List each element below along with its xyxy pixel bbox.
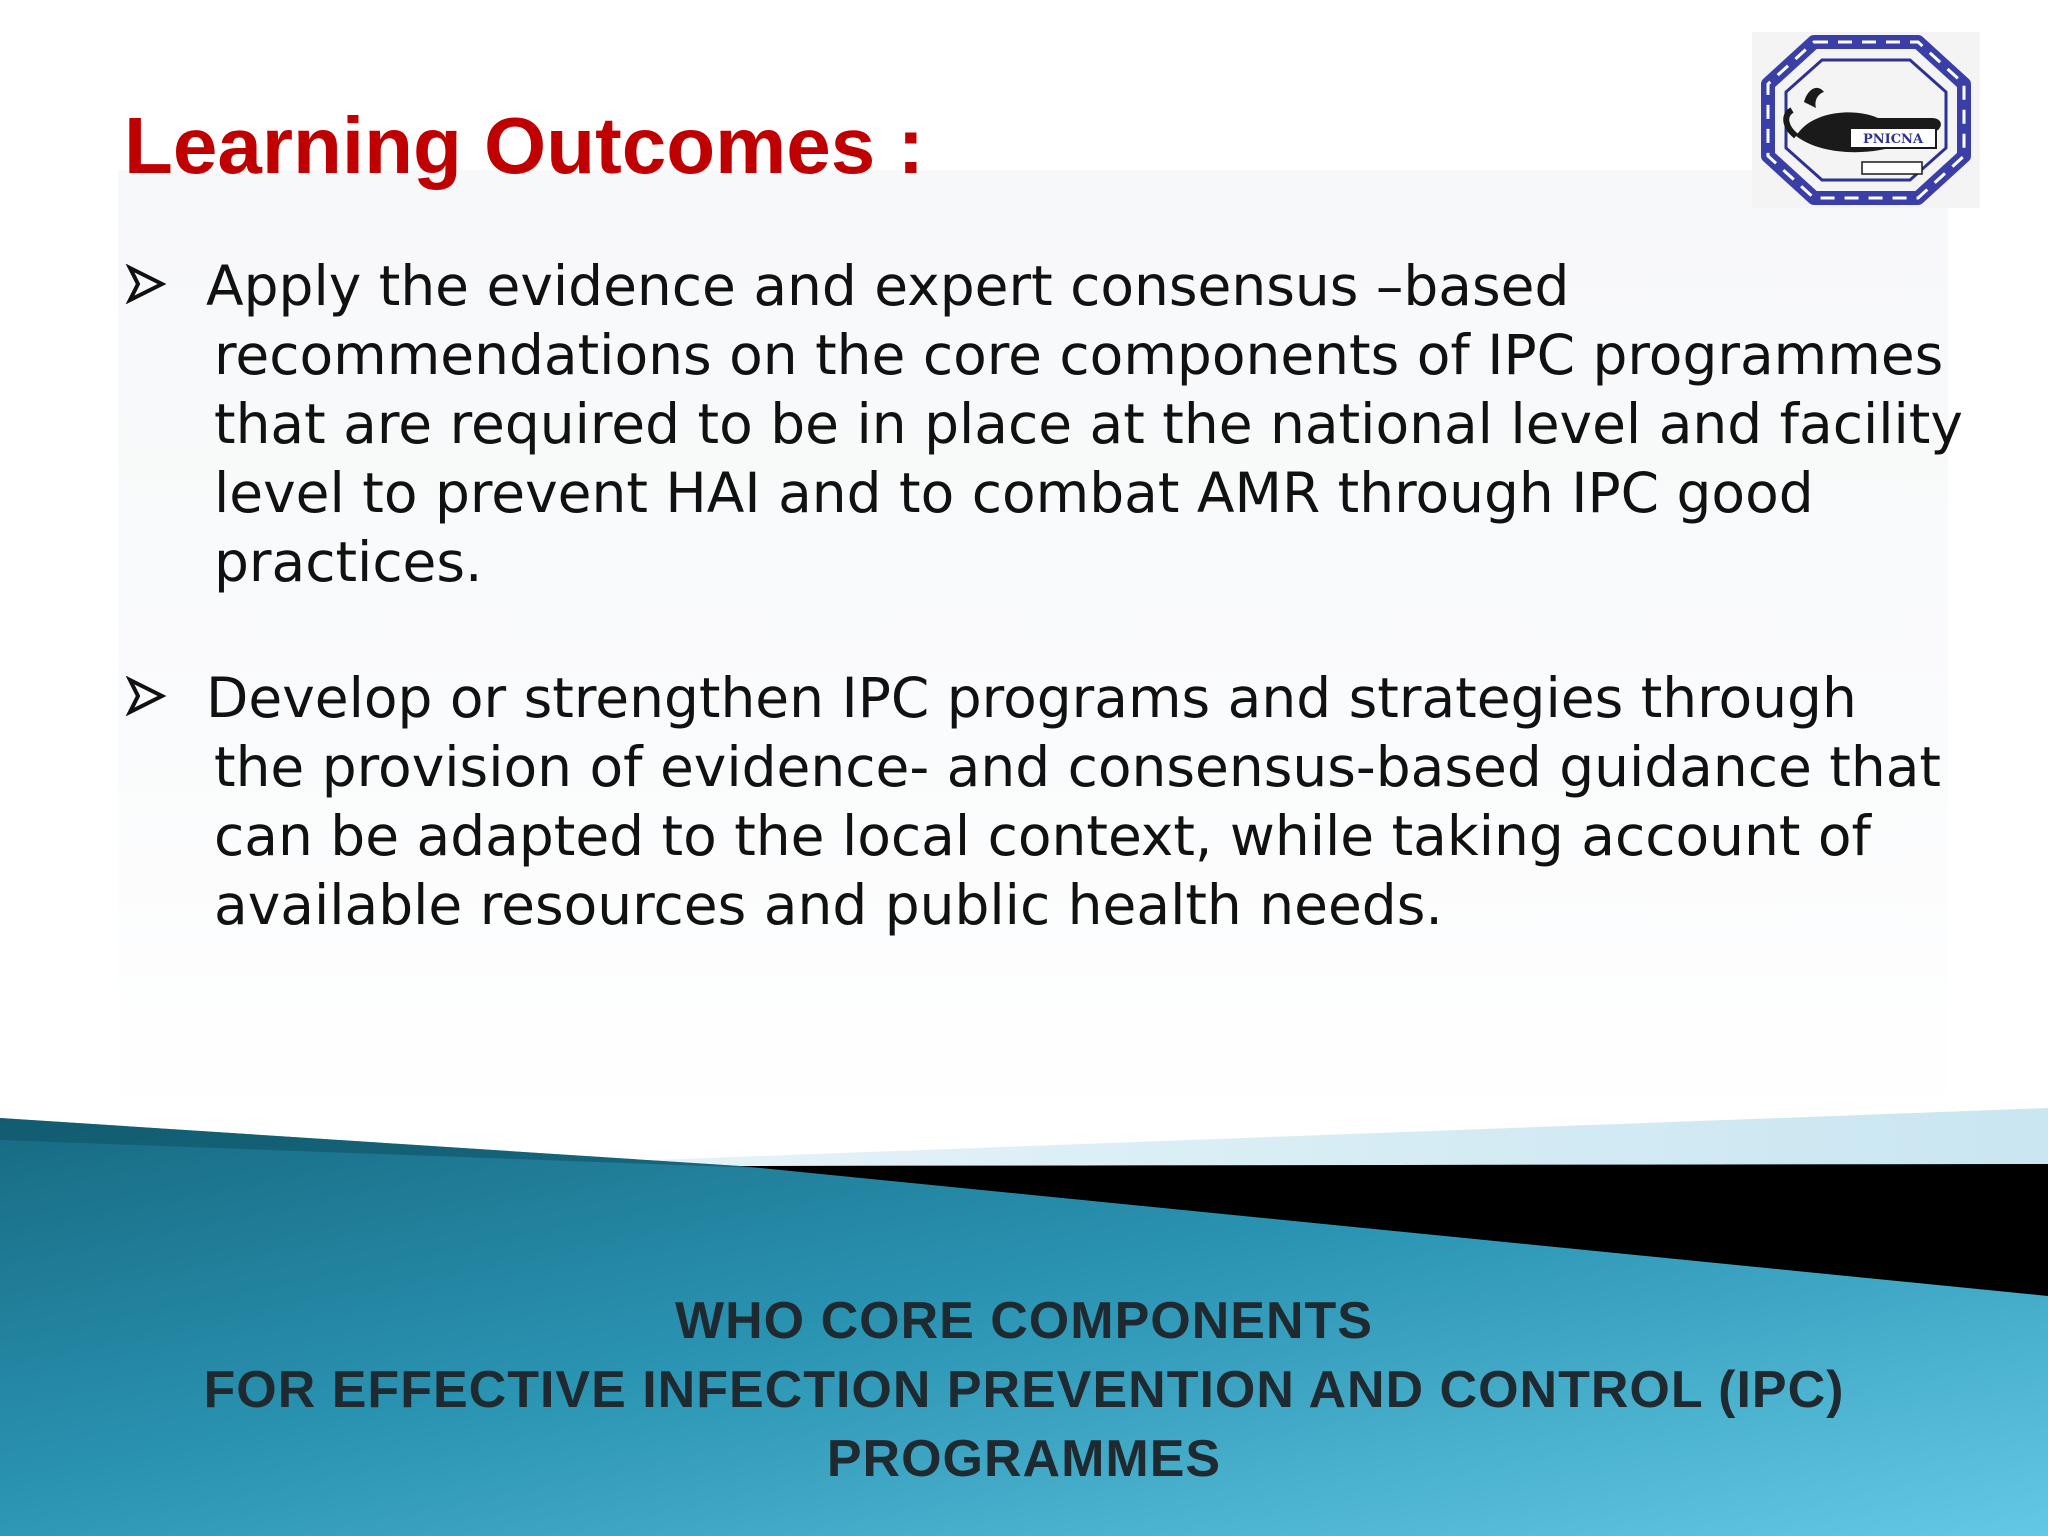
footer-line-1: WHO CORE COMPONENTS [675, 1292, 1373, 1350]
footer-title [0, 1287, 2048, 1494]
bullet-item-2 [124, 664, 1964, 940]
bullet-text-2: Develop or strengthen IPC programs and strategies through the provision of evidence- and consensus-based guidance that can be adapted to the local context, while taking account of available resources and public health needs. [206, 666, 1941, 937]
nursing-lamp-emblem-icon [1752, 32, 1980, 208]
slide-title: Learning Outcomes : [124, 101, 925, 190]
footer-line-2: FOR EFFECTIVE INFECTION PREVENTION AND CONTROL (IPC) [203, 1361, 1845, 1419]
footer-line-3: PROGRAMMES [826, 1430, 1222, 1488]
arrow-bullet-icon [124, 264, 168, 304]
bullet-text-1: Apply the evidence and expert consensus –based recommendations on the core components of IPC programmes that are required to be in place at the national level and facility level to prevent HAI and to combat AMR through IPC good practices. [206, 254, 1963, 594]
arrow-bullet-icon [124, 676, 168, 716]
logo-text: PNICNA [1862, 132, 1924, 147]
bullet-item-1 [124, 252, 1964, 597]
